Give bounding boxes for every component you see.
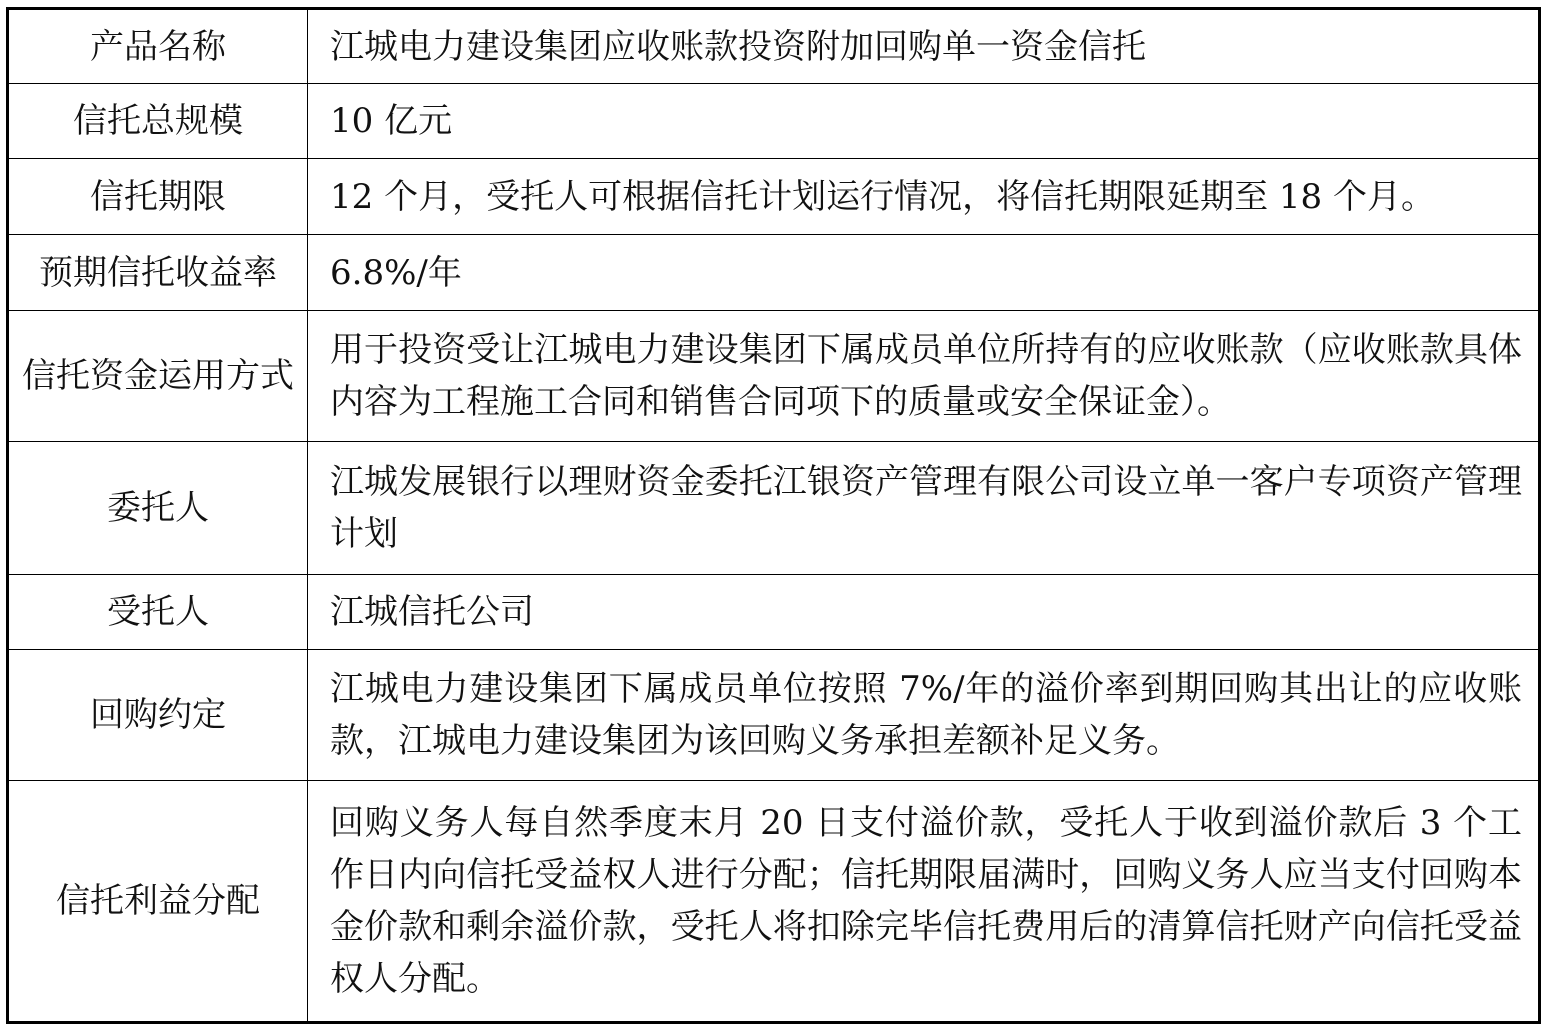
row-value: 12 个月，受托人可根据信托计划运行情况，将信托期限延期至 18 个月。 (308, 159, 1540, 235)
row-label: 信托期限 (8, 159, 308, 235)
table-row (8, 442, 1540, 575)
table-row (8, 235, 1540, 311)
table-row (8, 159, 1540, 235)
row-value: 江城信托公司 (308, 575, 1540, 650)
row-label: 受托人 (8, 575, 308, 650)
row-label: 预期信托收益率 (8, 235, 308, 311)
row-value: 江城电力建设集团应收账款投资附加回购单一资金信托 (308, 9, 1540, 84)
row-value: 江城发展银行以理财资金委托江银资产管理有限公司设立单一客户专项资产管理计划 (308, 442, 1540, 575)
table-row (8, 575, 1540, 650)
table-row (8, 650, 1540, 781)
row-value: 6.8%/年 (308, 235, 1540, 311)
row-value: 江城电力建设集团下属成员单位按照 7%/年的溢价率到期回购其出让的应收账款，江城电力建设集团为该回购义务承担差额补足义务。 (308, 650, 1540, 781)
trust-product-table (6, 7, 1541, 1024)
row-label: 信托资金运用方式 (8, 311, 308, 442)
row-label: 委托人 (8, 442, 308, 575)
row-label: 信托利益分配 (8, 781, 308, 1023)
row-label: 产品名称 (8, 9, 308, 84)
row-value: 回购义务人每自然季度末月 20 日支付溢价款，受托人于收到溢价款后 3 个工作日内向信托受益权人进行分配；信托期限届满时，回购义务人应当支付回购本金价款和剩余溢价款，受托人将扣除完毕信托费用后的清算信托财产向信托受益权人分配。 (308, 781, 1540, 1023)
row-value: 用于投资受让江城电力建设集团下属成员单位所持有的应收账款（应收账款具体内容为工程施工合同和销售合同项下的质量或安全保证金）。 (308, 311, 1540, 442)
table-row (8, 9, 1540, 84)
table-row (8, 311, 1540, 442)
row-label: 回购约定 (8, 650, 308, 781)
row-label: 信托总规模 (8, 84, 308, 159)
table-row (8, 781, 1540, 1023)
row-value: 10 亿元 (308, 84, 1540, 159)
table-row (8, 84, 1540, 159)
